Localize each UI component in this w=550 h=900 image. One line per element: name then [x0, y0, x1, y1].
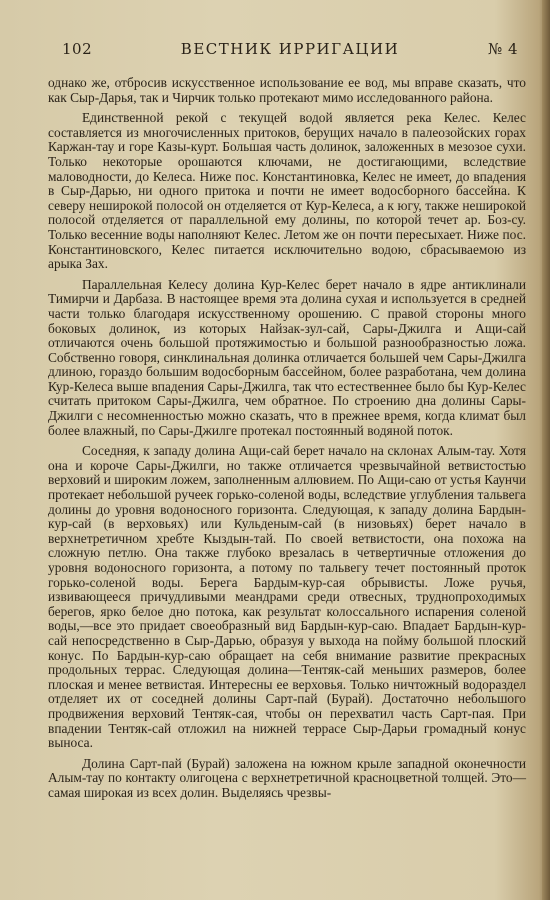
- paragraph: Параллельная Келесу долина Кур-Келес берет начало в ядре антиклинали Тимирчи и Дарбаза. В настоящее время эта долина сухая и используется в средней части только благодаря искусственному орошению. С правой стороны много боковых долинок, из которых Найзак-зул-сай, Сары-Джилга и Ащи-сай отличаются очень большой протяжимостью и большой разнообразностью ложа. Собственно говоря, синклинальная долинка отличается большей чем Сары-Джилга длиною, гораздо большим водосборным бассейном, более разработана, чем долина Кур-Келеса выше впадения Сары-Джилга, так что естественнее было бы Кур-Келес считать притоком Сары-Джилга, чем обратное. По строению дна долины Сары-Джилги с несомненностью можно сказать, что в прежнее время, когда климат был более влажный, по Сары-Джилге протекал постоянный водяной поток.: [48, 276, 526, 438]
- issue-number: № 4: [487, 40, 518, 58]
- page-edge: [542, 0, 550, 900]
- page-number: 102: [62, 40, 93, 58]
- journal-title: ВЕСТНИК ИРРИГАЦИИ: [180, 40, 400, 58]
- paragraph: Единственной рекой с текущей водой является река Келес. Келес составляется из многочисленных притоков, берущих начало в палеозойских горах Каржан-тау и горе Казы-курт. Большая часть долинок, заложенных в мезозое сухи. Только некоторые орошаются ключами, не достигающими, вследствие маловодности, до Келеса. Ниже пос. Константиновка, Келес не имеет, до впадения в Сыр-Дарью, ни одного притока и почти не имеет водосборного бассейна. К северу неширокой полосой он отделяется от Кур-Келеса, а к югу, также неширокой полосой отделяется от параллельной ему долины, по которой течет ар. Боз-су. Только весенние воды наполняют Келес. Летом же он почти пересыхает. Ниже пос. Константиновского, Келес питается исключительно водою, сбрасываемою из арыка Зах.: [48, 110, 526, 272]
- paragraph: Соседняя, к западу долина Ащи-сай берет начало на склонах Алым-тау. Хотя она и короче Сары-Джилги, но также отличается чрезвычайной ветвистостью верховий и широким ложем, заполненным аллювием. По Ащи-саю от устья Каунчи протекает небольшой ручеек горько-соленой воды, вследствие углубления тальвега долины до уровня водоносного горизонта. Следующая, к западу долина Бардын-кур-сай (в верховьях) или Кульденым-сай (в низовьях) берет начало в верхнетретичном хребте Кыздын-тай. По своей ветвистости, она похожа на сложную петлю. Она также глубоко врезалась в четвертичные отложения до уровня водоносного горизонта, а потому по тальвегу течет постоянный проток горько-соленой воды. Берега Бардым-кур-сая обрывисты. Ложе ручья, извивающееся причудливыми меандрами среди отвесных, труднопроходимых берегов, ярко белое дно потока, как результат колоссального испарения соленой воды,—все это придает своеобразный вид Бардын-кур-саю. Впадает Бардын-кур-сай непосредственно в Сыр-Дарью, образуя у выхода на пойму большой плоский конус. По Бардын-кур-саю обращает на себя внимание развитие прекрасных продольных террас. Следующая долина—Тентяк-сай меньших размеров, более плоская и менее ветвистая. Интересны ее верховья. Только ничтожный водораздел отделяет их от соседней долины Сарт-пай (Бурай). Достаточно небольшого продвижения верховий Тентяк-сая, чтобы он перехватил часть Сарт-пая. При впадении Тентяк-сай отложил на нижней террасе Сыр-Дарьи громадный конус выноса.: [48, 443, 526, 751]
- paragraph: однако же, отбросив искусственное использование ее вод, мы вправе сказать, что как Сыр-Дарья, так и Чирчик только протекают мимо исследованного района.: [48, 75, 526, 105]
- page-header: [62, 40, 518, 60]
- article-body: [48, 76, 526, 801]
- paragraph: Долина Сарт-пай (Бурай) заложена на южном крыле западной оконечности Алым-тау по контакту олигоцена с верхнетретичной красноцветной толщей. Это—самая широкая из всех долин. Выделяясь чрезвы-: [48, 755, 526, 800]
